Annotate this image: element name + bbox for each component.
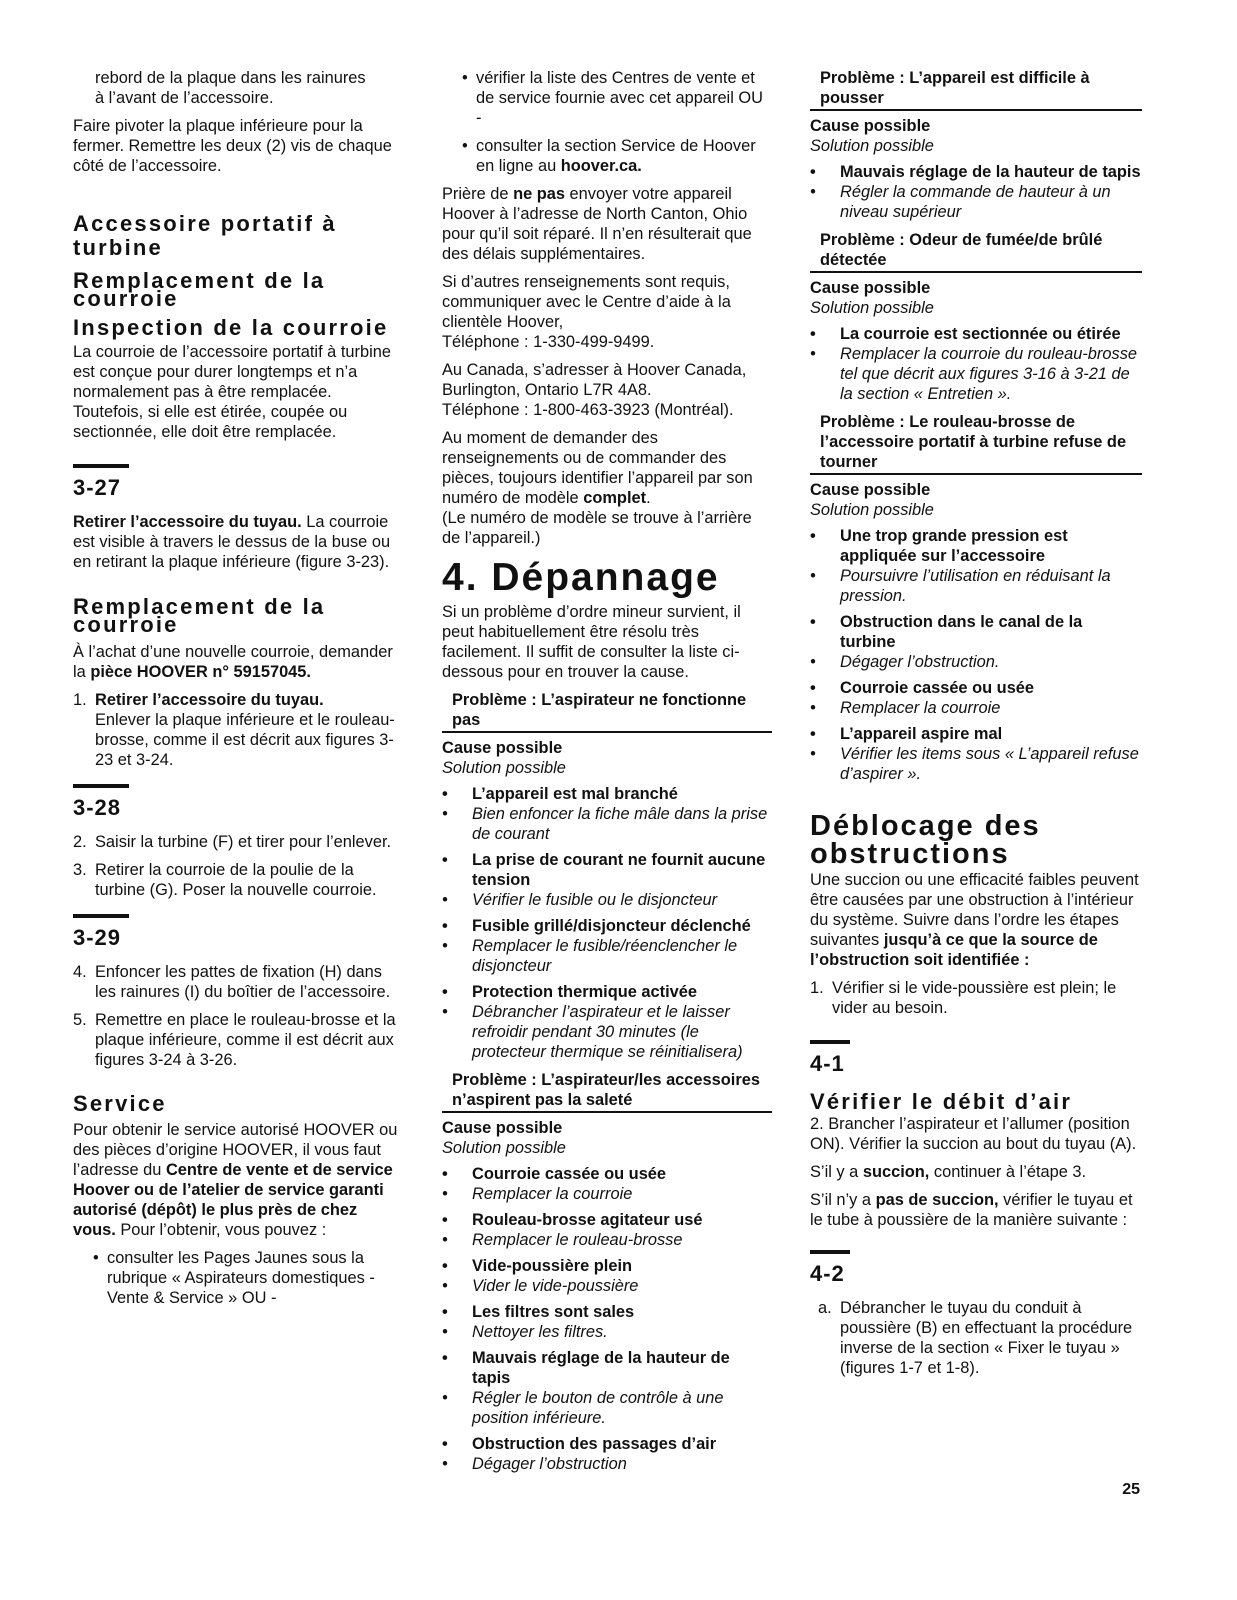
bullet-dot: • [810, 725, 816, 743]
heading-inspection-courroie: Inspection de la courroie [73, 315, 389, 340]
problem-header-1: Problème : L’aspirateur ne fonctionne pas [442, 690, 772, 733]
bullet-dot: • [442, 1277, 448, 1295]
bullet-dot: • [442, 785, 448, 803]
cause-line [810, 724, 1142, 744]
bullet-dot: • [442, 1211, 448, 1229]
problem-item [810, 678, 1142, 718]
solution-text: Remplacer la courroie [472, 1185, 633, 1203]
step-a: a. Débrancher le tuyau du conduit à poussière (B) en effectuant la procédure inverse de la section « Fixer le tuyau » (figures 1-7 et 1-8). [818, 1299, 1133, 1377]
problem-item [810, 612, 1142, 672]
problem-5-list [810, 526, 1142, 784]
heading-remplacement-courroie-2: Remplacement de la courroie [73, 594, 326, 637]
cause-text: La courroie est sectionnée ou étirée [840, 325, 1121, 343]
cause-line [442, 1164, 772, 1184]
bullet-dot: • [810, 613, 816, 631]
cause-text: Protection thermique activée [472, 983, 697, 1001]
solution-text: Remplacer la courroie du rouleau-brosse tel que décrit aux figures 3-16 à 3-21 de la section « Entretien ». [840, 345, 1138, 403]
hoover-link[interactable]: hoover.ca. [560, 157, 642, 175]
solution-line [810, 744, 1142, 784]
figure-rule [73, 784, 129, 788]
heading-remplacement-courroie: Remplacement de la courroie [73, 268, 326, 311]
solution-text: Remplacer le rouleau-brosse [472, 1231, 683, 1249]
solution-line [442, 1002, 772, 1062]
column-middle [442, 68, 772, 1474]
paragraph-inspection: La courroie de l’accessoire portatif à turbine est conçue pour durer longtemps et n’a normalement pas à être remplacée. Toutefois, si elle est étirée, coupée ou sectionnée, elle doit être remplacée. [73, 343, 391, 441]
cause-text: La prise de courant ne fournit aucune tension [472, 851, 766, 889]
heading-service: Service [73, 1091, 167, 1116]
steps-list-deblocage [810, 978, 1142, 1018]
figure-label-3-29: 3-29 [73, 914, 403, 950]
cause-line [442, 1348, 772, 1388]
cause-line [442, 850, 772, 890]
cause-solution-header: Cause possible Solution possible [810, 117, 934, 155]
solution-text: Régler le bouton de contrôle à une position inférieure. [472, 1389, 724, 1427]
steps-list-1 [73, 690, 403, 770]
bullet-dot: • [810, 183, 816, 201]
cause-text: L’appareil est mal branché [472, 785, 678, 803]
bullet-dot: • [810, 679, 816, 697]
cause-line [810, 162, 1142, 182]
paragraph-service: Pour obtenir le service autorisé HOOVER ou des pièces d’origine HOOVER, il vous faut l’adresse du Centre de vente et de service Hoover ou de l’atelier de service garanti autorisé (dépôt) le plus près de chez vous. Pour l’obtenir, vous pouvez : [73, 1121, 398, 1239]
cause-line [442, 982, 772, 1002]
step-5: 5. Remettre en place le rouleau-brosse et la plaque inférieure, comme il est décrit aux figures 3-24 à 3-26. [73, 1011, 396, 1069]
steps-list-4-2 [810, 1298, 1142, 1378]
problem-item [442, 1434, 772, 1474]
paragraph-retirer-accessoire: Retirer l’accessoire du tuyau. La courroie est visible à travers le dessus de la buse ou en retirant la plaque inférieure (figure 3-23). [73, 513, 391, 571]
cause-line [442, 916, 772, 936]
problem-item [442, 1164, 772, 1204]
steps-list-2 [73, 832, 403, 900]
step-deblocage-1: 1. Vérifier si le vide-poussière est plein; le vider au besoin. [810, 979, 1117, 1017]
cause-text: Les filtres sont sales [472, 1303, 635, 1321]
problem-item [442, 916, 772, 976]
solution-line [442, 1322, 772, 1342]
solution-text: Dégager l’obstruction. [840, 653, 1000, 671]
paragraph-deblocage: Une succion ou une efficacité faibles peuvent être causées par une obstruction à l’intérieur du système. Suivre dans l’ordre les étapes suivantes jusqu’à ce que la source de l’obstruction soit identifiée : [810, 871, 1139, 969]
cause-solution-header: Cause possible Solution possible [810, 481, 934, 519]
bullet-dot: • [442, 937, 448, 955]
paragraph-renseignements: Si d’autres renseignements sont requis, communiquer avec le Centre d’aide à la clientèle Hoover, Téléphone : 1-330-499-9499. [442, 273, 731, 351]
problem-item [442, 850, 772, 910]
problem-item [442, 784, 772, 844]
cause-line [442, 1302, 772, 1322]
cause-line [810, 612, 1142, 652]
solution-text: Débrancher l’aspirateur et le laisser refroidir pendant 30 minutes (le protecteur thermique se réinitialisera) [472, 1003, 743, 1061]
solution-text: Dégager l’obstruction [472, 1455, 627, 1473]
cause-line [442, 784, 772, 804]
bullet-dot: • [442, 1389, 448, 1407]
solution-text: Poursuivre l’utilisation en réduisant la pression. [840, 567, 1111, 605]
bullet-dot: • [810, 653, 816, 671]
bullet-dot: • [442, 805, 448, 823]
solution-text: Nettoyer les filtres. [472, 1323, 608, 1341]
cause-text: L’appareil aspire mal [840, 725, 1003, 743]
bullet-dot: • [442, 1303, 448, 1321]
step-3: 3. Retirer la courroie de la poulie de la turbine (G). Poser la nouvelle courroie. [73, 861, 377, 899]
solution-text: Remplacer le fusible/réenclencher le disjoncteur [472, 937, 738, 975]
step-1: 1. Retirer l’accessoire du tuyau. Enlever la plaque inférieure et le rouleau-brosse, comme il est décrit aux figures 3-23 et 3-24. [73, 691, 395, 769]
cause-text: Obstruction des passages d’air [472, 1435, 717, 1453]
problem-item [442, 982, 772, 1062]
cause-text: Mauvais réglage de la hauteur de tapis [840, 163, 1141, 181]
solution-line [442, 1230, 772, 1250]
cause-text: Courroie cassée ou usée [840, 679, 1035, 697]
solution-line [810, 652, 1142, 672]
solution-line [810, 698, 1142, 718]
bullet-dot: • [442, 983, 448, 1001]
bullet-dot: • [810, 345, 816, 363]
problem-item [442, 1348, 772, 1428]
solution-text: Vérifier le fusible ou le disjoncteur [472, 891, 718, 909]
solution-line [810, 566, 1142, 606]
problem-item [810, 324, 1142, 404]
step-4: 4. Enfoncer les pattes de fixation (H) dans les rainures (I) du boîtier de l’accessoire. [73, 963, 391, 1001]
cause-line [810, 324, 1142, 344]
solution-line [442, 890, 772, 910]
column-left [73, 68, 403, 1316]
solution-line [810, 182, 1142, 222]
cause-line [810, 526, 1142, 566]
bullet-dot: • [442, 917, 448, 935]
solution-line [442, 804, 772, 844]
problem-item [810, 162, 1142, 222]
bullet-dot: • [442, 1185, 448, 1203]
solution-text: Vérifier les items sous « L’appareil refuse d’aspirer ». [840, 745, 1139, 783]
cause-solution-header: Cause possible Solution possible [442, 1119, 566, 1157]
problem-4-list [810, 324, 1142, 404]
bullet-dot: • [810, 699, 816, 717]
bullet-dot: • [442, 1349, 448, 1367]
bullet-dot: • [810, 567, 816, 585]
figure-label-3-28: 3-28 [73, 784, 403, 820]
paragraph-priere: Prière de ne pas envoyer votre appareil Hoover à l’adresse de North Canton, Ohio pour qu’il soit réparé. Il n’en résulterait que des délais supplémentaires. [442, 185, 752, 263]
paragraph-pas-succion: S’il n’y a pas de succion, vérifier le tuyau et le tube à poussière de la manière suivante : [810, 1191, 1133, 1229]
continued-text: rebord de la plaque dans les rainures à l’avant de l’accessoire. [95, 69, 366, 107]
solution-line [442, 936, 772, 976]
column-right [810, 68, 1142, 1386]
solution-text: Régler la commande de hauteur à un niveau supérieur [840, 183, 1111, 221]
heading-depannage: 4. Dépannage [442, 556, 720, 599]
figure-label-4-1: 4-1 [810, 1040, 1142, 1076]
paragraph-si-succion: S’il y a succion, continuer à l’étape 3. [810, 1163, 1087, 1181]
figure-label-4-2: 4-2 [810, 1250, 1142, 1286]
solution-line [810, 344, 1142, 404]
page-number: 25 [1122, 1481, 1140, 1498]
cause-text: Fusible grillé/disjoncteur déclenché [472, 917, 751, 935]
bullet-dot: • [442, 1435, 448, 1453]
bullet-dot: • [442, 1257, 448, 1275]
bullet-dot: • [442, 891, 448, 909]
heading-deblocage: Déblocage des obstructions [810, 810, 1041, 870]
bullet-dot: • [442, 1003, 448, 1021]
problem-1-list [442, 784, 772, 1062]
bullet-liste-centres: • vérifier la liste des Centres de vente et de service fournie avec cet appareil OU - [462, 69, 763, 127]
bullet-dot: • [810, 163, 816, 181]
problem-2-list [442, 1164, 772, 1474]
bullet-dot: • [442, 851, 448, 869]
problem-header-2: Problème : L’aspirateur/les accessoires n’aspirent pas la saleté [442, 1070, 772, 1113]
solution-text: Vider le vide-poussière [472, 1277, 639, 1295]
bullet-dot: • [442, 1455, 448, 1473]
figure-rule [810, 1250, 850, 1254]
problem-item [442, 1256, 772, 1296]
cause-text: Rouleau-brosse agitateur usé [472, 1211, 703, 1229]
paragraph-brancher: 2. Brancher l’aspirateur et l’allumer (position ON). Vérifier la succion au bout du tuyau (A). [810, 1115, 1137, 1153]
heading-accessoire-portatif: Accessoire portatif à turbine [73, 211, 337, 260]
cause-text: Obstruction dans le canal de la turbine [840, 613, 1083, 651]
cause-line [442, 1434, 772, 1454]
bullet-pages-jaunes: • consulter les Pages Jaunes sous la rubrique « Aspirateurs domestiques - Vente & Service » OU - [93, 1249, 375, 1307]
problem-header-4: Problème : Odeur de fumée/de brûlé détectée [810, 230, 1142, 273]
step-2: 2. Saisir la turbine (F) et tirer pour l’enlever. [73, 833, 392, 851]
heading-verifier-debit: Vérifier le débit d’air [810, 1089, 1073, 1114]
bullet-dot: • [810, 527, 816, 545]
cause-solution-header: Cause possible Solution possible [442, 739, 566, 777]
bullet-consulter-en-ligne: • consulter la section Service de Hoover en ligne au hoover.ca. [462, 137, 756, 175]
problem-3-list [810, 162, 1142, 222]
bullet-dot: • [442, 1323, 448, 1341]
solution-line [442, 1276, 772, 1296]
paragraph-numero-modele: Au moment de demander des renseignements ou de commander des pièces, toujours identifier l’appareil par son numéro de modèle complet. (Le numéro de modèle se trouve à l’arrière de l’appareil.) [442, 429, 753, 547]
cause-solution-header: Cause possible Solution possible [810, 279, 934, 317]
bullet-dot: • [810, 745, 816, 763]
solution-line [442, 1454, 772, 1474]
cause-line [442, 1210, 772, 1230]
steps-list-3 [73, 962, 403, 1070]
solution-text: Remplacer la courroie [840, 699, 1001, 717]
cause-text: Une trop grande pression est appliquée sur l’accessoire [840, 527, 1068, 565]
figure-label-3-27: 3-27 [73, 464, 403, 500]
problem-header-3: Problème : L’appareil est difficile à pousser [810, 68, 1142, 111]
cause-text: Courroie cassée ou usée [472, 1165, 667, 1183]
figure-rule [73, 464, 129, 468]
cause-text: Vide-poussière plein [472, 1257, 633, 1275]
paragraph-achat: À l’achat d’une nouvelle courroie, demander la pièce HOOVER n° 59157045. [73, 643, 393, 681]
problem-item [442, 1210, 772, 1250]
figure-rule [73, 914, 129, 918]
bullet-dot: • [442, 1165, 448, 1183]
solution-text: Bien enfoncer la fiche mâle dans la prise de courant [472, 805, 768, 843]
cause-text: Mauvais réglage de la hauteur de tapis [472, 1349, 730, 1387]
solution-line [442, 1388, 772, 1428]
paragraph-canada: Au Canada, s’adresser à Hoover Canada, Burlington, Ontario L7R 4A8. Téléphone : 1-800-463-3923 (Montréal). [442, 361, 747, 419]
problem-item [810, 724, 1142, 784]
cause-line [810, 678, 1142, 698]
paragraph-pivot: Faire pivoter la plaque inférieure pour la fermer. Remettre les deux (2) vis de chaque côté de l’accessoire. [73, 117, 392, 175]
bullet-dot: • [810, 325, 816, 343]
paragraph-depannage: Si un problème d’ordre mineur survient, il peut habituellement être résolu très facilement. Il suffit de consulter la liste ci-dessous pour en trouver la cause. [442, 603, 741, 681]
solution-line [442, 1184, 772, 1204]
problem-item [442, 1302, 772, 1342]
problem-header-5: Problème : Le rouleau-brosse de l’accessoire portatif à turbine refuse de tourner [810, 412, 1142, 475]
bullet-dot: • [442, 1231, 448, 1249]
figure-rule [810, 1040, 850, 1044]
problem-item [810, 526, 1142, 606]
cause-line [442, 1256, 772, 1276]
